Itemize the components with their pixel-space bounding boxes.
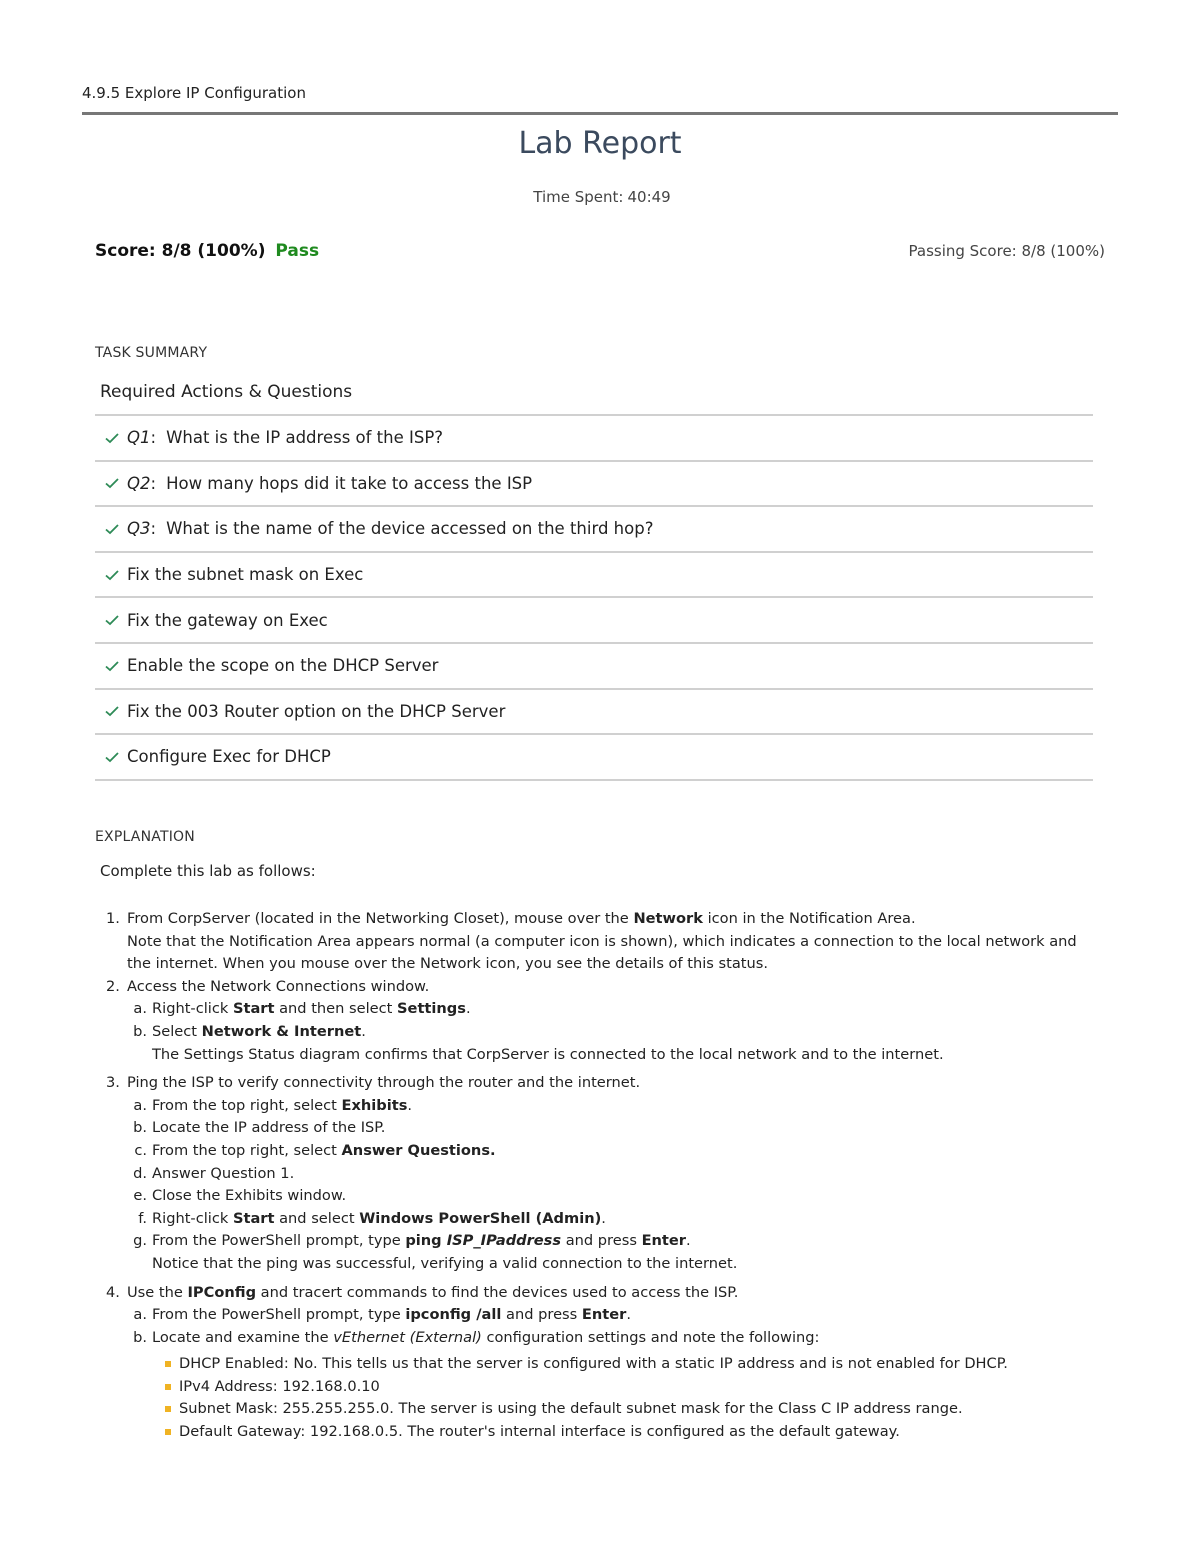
task-item: Q1 : What is the IP address of the ISP? — [95, 416, 1093, 462]
task-text: What is the IP address of the ISP? — [166, 428, 444, 448]
time-spent — [0, 188, 1200, 206]
task-heading: Required Actions & Questions — [100, 382, 353, 402]
task-item — [95, 598, 1093, 644]
bullet-item: Subnet Mask: 255.255.255.0. The server is using the default subnet mask for the Class C IP address range. — [152, 1398, 1100, 1421]
check-icon — [105, 567, 120, 582]
explanation-label: EXPLANATION — [95, 829, 195, 845]
time-spent-value: 40:49 — [627, 188, 671, 206]
substep: c. From the top right, select Answer Questions. — [134, 1141, 496, 1159]
question-label: Q2 — [127, 473, 151, 493]
task-text: What is the name of the device accessed on the third hop? — [166, 519, 654, 539]
steps-list — [100, 908, 1100, 1444]
check-icon — [105, 658, 120, 673]
task-item: Q2 : How many hops did it take to access the ISP — [95, 462, 1093, 508]
task-summary-label: TASK SUMMARY — [95, 345, 208, 361]
task-text: Fix the gateway on Exec — [127, 610, 328, 630]
substep: f. Right-click Start and select Windows PowerShell (Admin). — [138, 1209, 606, 1227]
task-list — [95, 414, 1093, 781]
task-text: How many hops did it take to access the ISP — [166, 473, 533, 493]
substep: d. Answer Question 1. — [133, 1164, 295, 1182]
substep: a. From the PowerShell prompt, type ipconfig /all and press Enter. — [133, 1306, 631, 1324]
bullet-item: DHCP Enabled: No. This tells us that the server is configured with a static IP address and is not enabled for DHCP. — [152, 1353, 1100, 1376]
explanation-intro: Complete this lab as follows: — [100, 862, 316, 880]
check-icon — [105, 704, 120, 719]
check-icon — [105, 521, 120, 536]
time-spent-label: Time Spent: — [533, 188, 624, 206]
task-text: Fix the 003 Router option on the DHCP Server — [127, 701, 506, 721]
substep: e. Close the Exhibits window. — [133, 1187, 347, 1205]
task-item — [95, 690, 1093, 736]
task-text: Fix the subnet mask on Exec — [127, 565, 364, 585]
substep: b. Locate the IP address of the ISP. — [133, 1119, 386, 1137]
pass-status: Pass — [275, 241, 320, 261]
step-1: 1. From CorpServer (located in the Networking Closet), mouse over the Network icon in the Notification Area. Note that the Notification Area appears normal (a computer icon is shown), which indicates a connection to the local network and the internet. When you mouse over the Network icon, you see the details of this status. — [100, 908, 1100, 976]
bullet-item: IPv4 Address: 192.168.0.10 — [152, 1376, 1100, 1399]
score — [95, 241, 319, 261]
task-item — [95, 735, 1093, 781]
substep: b. Locate and examine the vEthernet (External) configuration settings and note the following: DHCP Enabled: No. This tells us that the server is configured with a static IP address and is not enabled for DHCP. IPv4 Address: 192.168.0.10 Subnet Mask: 255.255.255.0. The server is using the default subnet mask for the Class C IP address range. Default Gateway: 192.168.0.5. The router's internal interface is configured as the default gateway. — [127, 1327, 1100, 1444]
score-label: Score: 8/8 (100%) — [95, 241, 266, 261]
task-item: Q3 : What is the name of the device accessed on the third hop? — [95, 507, 1093, 553]
lab-title: 4.9.5 Explore IP Configuration — [82, 84, 306, 102]
substep: b. Select Network & Internet. The Settings Status diagram confirms that CorpServer is connected to the local network and to the internet. — [127, 1021, 1100, 1066]
step-2: 2. Access the Network Connections window. a. Right-click Start and then select Settings. b. Select Network & Internet. The Settings Status diagram confirms that CorpServer is connected to the local network and to the internet. — [100, 976, 1100, 1066]
question-label: Q1 — [127, 428, 151, 448]
bullet-item: Default Gateway: 192.168.0.5. The router's internal interface is configured as the default gateway. — [152, 1421, 1100, 1444]
question-label: Q3 — [127, 519, 151, 539]
step-note: Notice that the ping was successful, verifying a valid connection to the internet. — [152, 1254, 738, 1272]
step-note: Note that the Notification Area appears normal (a computer icon is shown), which indicates a connection to the local network and the internet. When you mouse over the Network icon, you see the details of this status. — [127, 932, 1077, 973]
settings-bullets — [152, 1353, 1100, 1443]
substep: a. Right-click Start and then select Settings. — [133, 1000, 471, 1018]
header-divider — [82, 112, 1118, 115]
step-4: 4. Use the IPConfig and tracert commands to find the devices used to access the ISP. a. From the PowerShell prompt, type ipconfig /all and press Enter. b. Locate and examine the vEthernet (External) configuration settings and note the following: DHCP Enabled: No. This tells us that the server is configured with a static IP address and is not enabled for DHCP. IPv4 Address: 192.168.0.10 Subnet Mask: 255.255.255.0. The server is using the default subnet mask for the Class C IP address range. Default Gateway: 192.168.0.5. The router's internal interface is configured as the default gateway. — [100, 1282, 1100, 1444]
check-icon — [105, 749, 120, 764]
step-note: The Settings Status diagram confirms that CorpServer is connected to the local network and to the internet. — [152, 1045, 944, 1063]
check-icon — [105, 613, 120, 628]
page-title: Lab Report — [518, 126, 682, 161]
passing-score: Passing Score: 8/8 (100%) — [908, 242, 1105, 260]
task-text: Configure Exec for DHCP — [127, 747, 331, 767]
check-icon — [105, 430, 120, 445]
task-item — [95, 644, 1093, 690]
task-item — [95, 553, 1093, 599]
step-3: 3. Ping the ISP to verify connectivity through the router and the internet. a. From the top right, select Exhibits. b. Locate the IP address of the ISP. c. From the top right, select Answer Questions. d. Answer Question 1. e. Close the Exhibits window. f. Right-click Start and select Windows PowerShell (Admin). g. From the PowerShell prompt, type ping ISP_IPaddress and press Enter. Notice that the ping was successful, verifying a valid connection to the internet. — [100, 1072, 1100, 1275]
check-icon — [105, 476, 120, 491]
substep: a. From the top right, select Exhibits. — [133, 1096, 413, 1114]
task-text: Enable the scope on the DHCP Server — [127, 656, 439, 676]
substep: g. From the PowerShell prompt, type ping ISP_IPaddress and press Enter. Notice that the ping was successful, verifying a valid connection to the internet. — [127, 1230, 1100, 1275]
